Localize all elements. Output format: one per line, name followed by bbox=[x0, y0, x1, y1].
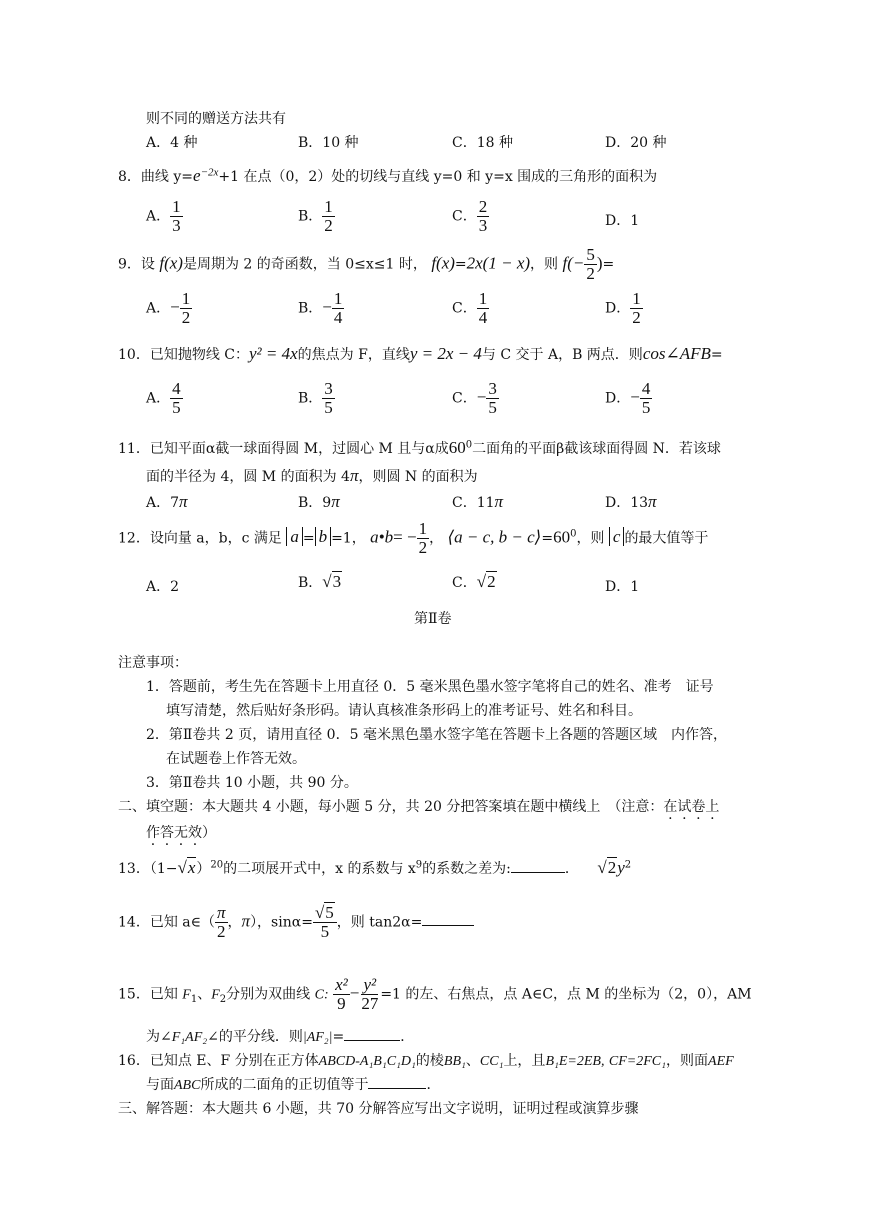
q8-option-c: C． $\frac{2}{3}$ bbox=[452, 197, 488, 235]
q12-option-d: D．1 bbox=[605, 579, 640, 595]
q15-stem-line1: 15．已知 $F_1$、$F_2$分别为双曲线 C: $\frac{\text{x²}}{9}$ − $\frac{\text{y²}}{27}$ =1 的左、右焦点，点 A∈C，点 M 的坐标为（2，0），AM bbox=[118, 975, 752, 1013]
q16-answer-blank[interactable] bbox=[368, 1076, 426, 1089]
q8-option-b: B． $\frac{1}{2}$ bbox=[298, 197, 333, 235]
q9-option-c: C． $\frac{1}{4}$ bbox=[452, 289, 488, 327]
q7-option-d: D．20 种 bbox=[605, 135, 667, 151]
q9-stem: 9．设 f(x)是周期为 2 的奇函数，当 0≤x≤1 时， f(x)=2x(1 − x)，则 f(− $\frac{5}{2}$ )= bbox=[118, 245, 615, 283]
q10-parabola: y² = 4x bbox=[249, 344, 298, 363]
q7-option-c: C．18 种 bbox=[452, 135, 513, 151]
q8-text-1: 曲线 y= bbox=[140, 169, 194, 185]
part-2-heading: 二、填空题：本大题共 4 小题，每小题 5 分，共 20 分把答案填在题中横线上 （注意：在试卷上 bbox=[118, 799, 720, 815]
q13-number: 13． bbox=[118, 861, 150, 877]
q8-exponent: −2x bbox=[200, 166, 219, 179]
section-2-title: 第Ⅱ卷 bbox=[414, 611, 452, 627]
notice-item-3: 3．第Ⅱ卷共 10 小题，共 90 分。 bbox=[146, 775, 358, 791]
q10-option-b: B． $\frac{3}{5}$ bbox=[298, 379, 333, 417]
q9-five-halves: $\frac{5}{2}$ bbox=[586, 245, 595, 283]
q14-number: 14． bbox=[118, 914, 150, 931]
q12-abs-b: b bbox=[315, 527, 332, 546]
q13-stem: 13．$(1-√x)^{20}$的二项展开式中，x 的系数与 $x^9$的系数之差为: ． $√2y^2$ bbox=[118, 858, 632, 877]
q7-option-a: A．4 种 bbox=[146, 135, 198, 151]
q10-option-a: A． $\frac{4}{5}$ bbox=[146, 379, 181, 417]
notice-item-2-line2: 在试题卷上作答无效。 bbox=[166, 751, 306, 767]
q13-answer-blank[interactable] bbox=[511, 860, 565, 873]
q9-option-d: D． $\frac{1}{2}$ bbox=[605, 289, 641, 327]
q9-number: 9． bbox=[118, 256, 141, 273]
q8-option-b-fraction: $\frac{1}{2}$ bbox=[324, 197, 333, 235]
q8-stem bbox=[118, 166, 657, 186]
q12-abs-a: a bbox=[286, 527, 303, 546]
q12-option-a: A．2 bbox=[146, 579, 180, 595]
q8-option-c-fraction: $\frac{2}{3}$ bbox=[478, 197, 488, 235]
part-2-heading-line2: 作答无效） bbox=[146, 825, 216, 841]
q15-number: 15． bbox=[118, 986, 150, 1003]
q15-stem-line2: 为∠F₁AF₂∠的平分线．则|AF₂|= ． bbox=[146, 1029, 415, 1045]
q16-stem-line2: 与面ABC所成的二面角的正切值等于 ． bbox=[146, 1077, 441, 1093]
q9-f1: f(x) bbox=[159, 253, 183, 273]
q10-number: 10． bbox=[118, 347, 150, 363]
q12-abs-c: c bbox=[609, 527, 625, 546]
part-3-heading: 三、解答题：本大题共 6 小题，共 70 分解答应写出文字说明，证明过程或演算步骤 bbox=[118, 1101, 639, 1117]
q9-option-b: B．− $\frac{1}{4}$ bbox=[298, 289, 343, 327]
q11-option-d: D．13π bbox=[605, 492, 657, 511]
q12-dot-product: a•b bbox=[370, 527, 394, 547]
q11-stem-line2: 面的半径为 4，圆 M 的面积为 4π，则圆 N 的面积为 bbox=[146, 466, 478, 485]
q8-exp-base: e bbox=[193, 166, 201, 185]
q14-answer-blank[interactable] bbox=[422, 913, 474, 926]
q11-option-a: A．7π bbox=[146, 492, 188, 511]
q7-stem-tail: 则不同的赠送方法共有 bbox=[146, 111, 286, 127]
q12-option-b: B．√3 bbox=[298, 572, 342, 591]
q12-option-c: C．√2 bbox=[452, 572, 496, 591]
notice-item-2-line1: 2．第Ⅱ卷共 2 页，请用直径 0．5 毫米黑色墨水签字笔在答题卡上各题的答题区域 内作答， bbox=[146, 727, 727, 743]
q12-number: 12． bbox=[118, 530, 150, 547]
q8-number: 8． bbox=[118, 169, 141, 185]
q7-option-b: B．10 种 bbox=[298, 135, 359, 151]
q11-option-c: C．11π bbox=[452, 492, 504, 511]
q12-angle: ⟨a − c, b − c⟩ bbox=[447, 527, 542, 547]
q10-option-d: D．− $\frac{4}{5}$ bbox=[605, 379, 651, 417]
notice-item-1-line2: 填写清楚，然后贴好条形码。请认真核准条形码上的准考证号、姓名和科目。 bbox=[166, 703, 642, 719]
q16-number: 16． bbox=[118, 1053, 150, 1069]
notice-item-1-line1: 1．答题前，考生先在答题卡上用直径 0．5 毫米黑色墨水签字笔将自己的姓名、准考 证号 bbox=[146, 679, 714, 695]
q10-option-c: C．− $\frac{3}{5}$ bbox=[452, 379, 497, 417]
q12-stem: 12．设向量 a，b，c 满足 a = b =1， a•b= − $\frac{1}{2}$ ， ⟨a − c, $b - c⟩=60^0$，则 c 的最大值等于 bbox=[118, 519, 709, 557]
q14-stem: 14．已知 a∈（ $\frac{\pi}{2}$ ，π），sinα= $\frac{√5}{5}$ ，则 tan2α= bbox=[118, 904, 474, 941]
q10-cos-angle: cos∠AFB bbox=[642, 344, 711, 363]
q9-rhs: 2x(1 − x) bbox=[466, 253, 531, 273]
q8-option-d: D．1 bbox=[605, 213, 640, 229]
q9-f2: f(x) bbox=[431, 253, 455, 273]
q10-line: y = 2x − 4 bbox=[409, 344, 482, 363]
q8-option-a-fraction: $\frac{1}{3}$ bbox=[172, 197, 181, 235]
q11-option-b: B．9π bbox=[298, 492, 340, 511]
q16-stem-line1: 16．已知点 E、F 分别在正方体ABCD-A₁B₁C₁D₁的棱BB₁、CC₁上，且B₁E=2EB, CF=2FC₁，则面AEF bbox=[118, 1053, 734, 1069]
q8-text-2: +1 在点（0，2）处的切线与直线 y=0 和 y=x 围成的三角形的面积为 bbox=[218, 169, 658, 185]
q11-stem-line1: 11．已知平面α截一球面得圆 M，过圆心 M 且与α成$60^0$二面角的平面β截该球面得圆 N．若该球 bbox=[118, 438, 721, 457]
q9-option-a: A．− $\frac{1}{2}$ bbox=[146, 289, 191, 327]
q10-stem: 10．已知抛物线 C：y² = 4x的焦点为 F，直线y = 2x − 4与 C 交于 A，B 两点．则cos∠AFB= bbox=[118, 344, 723, 363]
q15-answer-blank[interactable] bbox=[344, 1028, 400, 1041]
notice-title: 注意事项： bbox=[118, 655, 188, 671]
q11-number: 11． bbox=[118, 441, 150, 457]
q8-option-a: A． $\frac{1}{3}$ bbox=[146, 197, 181, 235]
